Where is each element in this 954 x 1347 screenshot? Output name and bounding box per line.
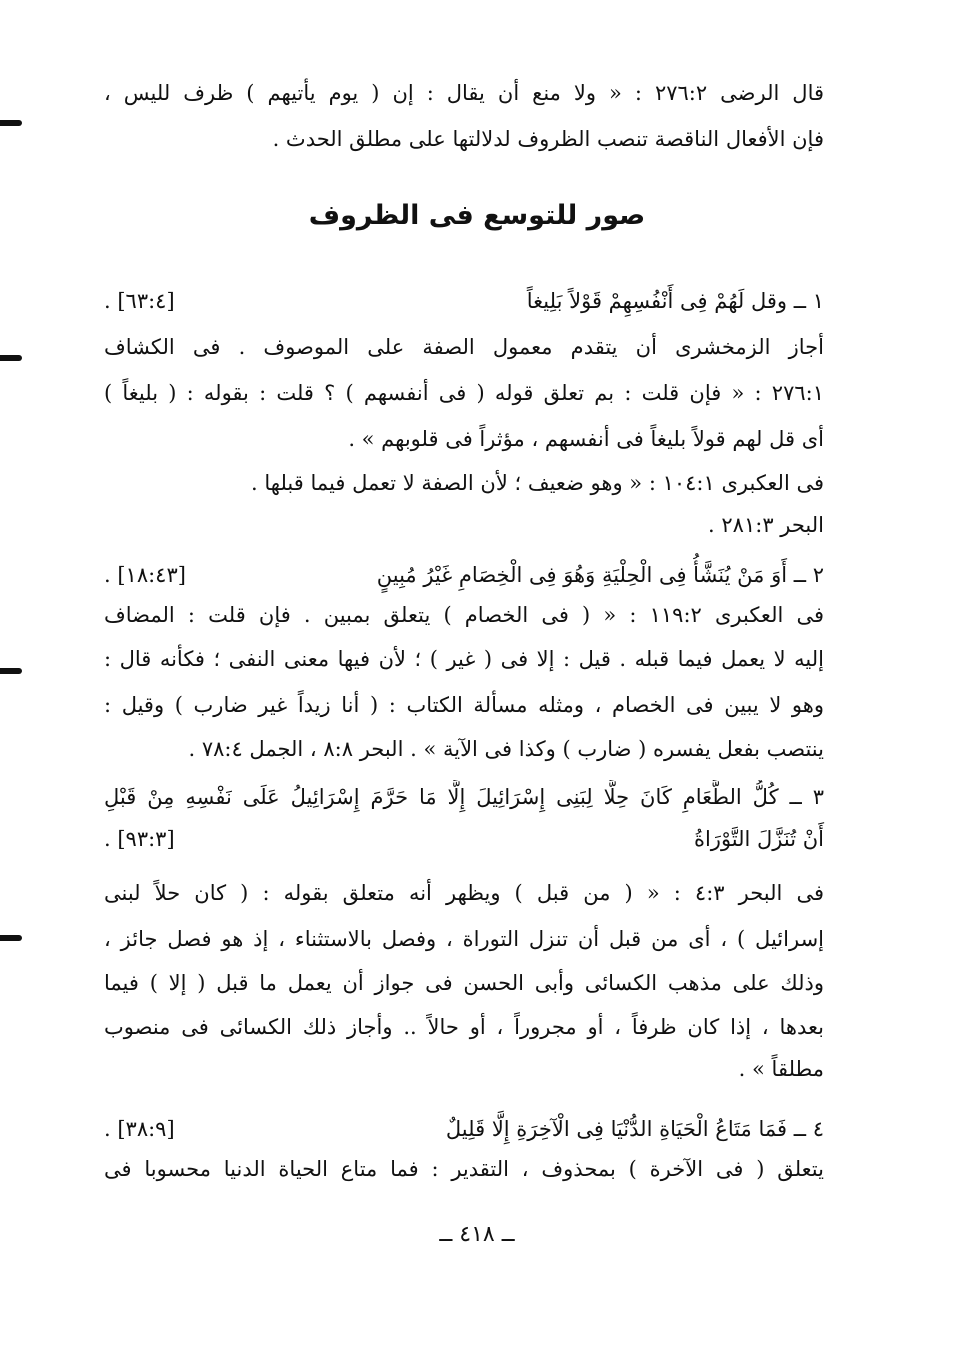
scan-edge-mark [0,668,22,674]
item-1-line-4: فى العكبرى ١٠٤:١ : « وهو ضعيف ؛ لأن الصفة لا تعمل فيما قبلها . [251,471,824,495]
verse-3 [104,822,824,856]
item-3-line-3: وذلك على مذهب الكسائى وأبى الحسن فى جواز أن يعمل ما قبل ( إلا ) فيما [104,971,824,995]
verse-2-text: ٢ ــ أَوَ مَنْ يُنَشَّأُ فِى الْحِلْيَةِ وَهُوَ فِى الْخِصَامِ غَيْرُ مُبِينٍ [376,563,824,587]
item-2-line-1: فى العكبرى ١١٩:٢ : « ( فى الخصام ) يتعلق بمبين . فإن قلت : المضاف [104,603,824,627]
item-4-line-1: يتعلق ( فى الآخرة ) بمحذوف ، التقدير : فما متاع الحياة الدنيا محسوبا فى [104,1157,824,1181]
item-2-line-2: إليه لا يعمل فيما قبله . قيل : إلا فى ( غير ) ؛ لأن فيها معنى النفى ؛ فكأنه قال : [104,647,824,671]
verse-4 [104,1112,824,1146]
item-3-line-2: إسرائيل ) ، أى من قبل أن تنزل التوراة ، وفصل بالاستثناء ، إذ هو فصل جائز ، [104,927,824,951]
verse-1 [104,284,824,318]
scan-edge-mark [0,120,22,126]
item-1-line-1: أجاز الزمخشرى أن يتقدم معمول الصفة على الموصوف . فى الكشاف [104,335,824,359]
scan-edge-mark [0,355,22,361]
item-3-line-4: بعدها ، إذا كان ظرفاً ، أو مجروراً ، أو حالاً .. وأجاز ذلك الكسائى فى منصوب [104,1015,824,1039]
verse-1-text: ١ ــ وقل لَهُمْ فِى أَنْفُسِهِمْ قَوْلاً بَلِيغاً [526,289,824,313]
verse-3-text: أَنْ تُنَزَّلَ التَّوْرَاةُ [693,827,824,851]
intro-line-1: قال الرضى ٢٧٦:٢ : « ولا منع أن يقال : إن ( يوم يأتيهم ) ظرف لليس ، [104,81,824,105]
verse-1-ref: [٦٣:٤] . [104,289,175,313]
item-3-line-1: فى البحر ٤:٣ : « ( من قبل ) ويظهر أنه متعلق بقوله : ( كان حلاً لبنى [104,881,824,905]
scan-edge-mark [0,935,22,941]
item-2-line-3: وهو لا يبين فى الخصام ، ومثله مسألة الكتاب : ( أنا زيداً غير ضارب ) وقيل : [104,693,824,717]
item-1-line-3: أى قل لهم قولاً بليغاً فى أنفسهم ، مؤثراً فى قلوبهم » . [348,427,824,451]
item-2-line-4: ينتصب بفعل يفسره ( ضارب ) وكذا فى الآية » . البحر ٨:٨ ، الجمل ٧٨:٤ . [188,737,824,761]
section-title: صور للتوسع فى الظروف [308,200,646,231]
verse-4-ref: [٣٨:٩] . [104,1117,175,1141]
item-1-line-5: البحر ٢٨١:٣ . [708,513,824,537]
intro-line-2: فإن الأفعال الناقصة تنصب الظروف لدلالتها على مطلق الحدث . [272,127,824,151]
item-1-line-2: ٢٧٦:١ : « فإن قلت : بم تعلق قوله ( فى أنفسهم ) ؟ قلت : بقوله : ( بليغاً ) [104,381,824,405]
page-number: ــ ٤١٨ ــ [439,1222,515,1247]
verse-4-text: ٤ ــ فَمَا مَتَاعُ الْحَيَاةِ الدُّنْيَا فِى الْآخِرَةِ إِلَّا قَلِيلٌ [445,1117,824,1141]
item-3-line-5: مطلقاً » . [738,1057,824,1081]
verse-2-ref: [١٨:٤٣] . [104,563,186,587]
verse-2 [104,558,824,592]
verse-3-ref: [٩٣:٣] . [104,827,175,851]
verse-3-line-1: ٣ ــ كُلُّ الطَّعَامِ كَانَ حِلًّا لِبَنِى إِسْرَائِيلَ إِلَّا مَا حَرَّمَ إِسْرَائِيلُ عَلَى نَفْسِهِ مِنْ قَبْلِ [104,785,824,809]
